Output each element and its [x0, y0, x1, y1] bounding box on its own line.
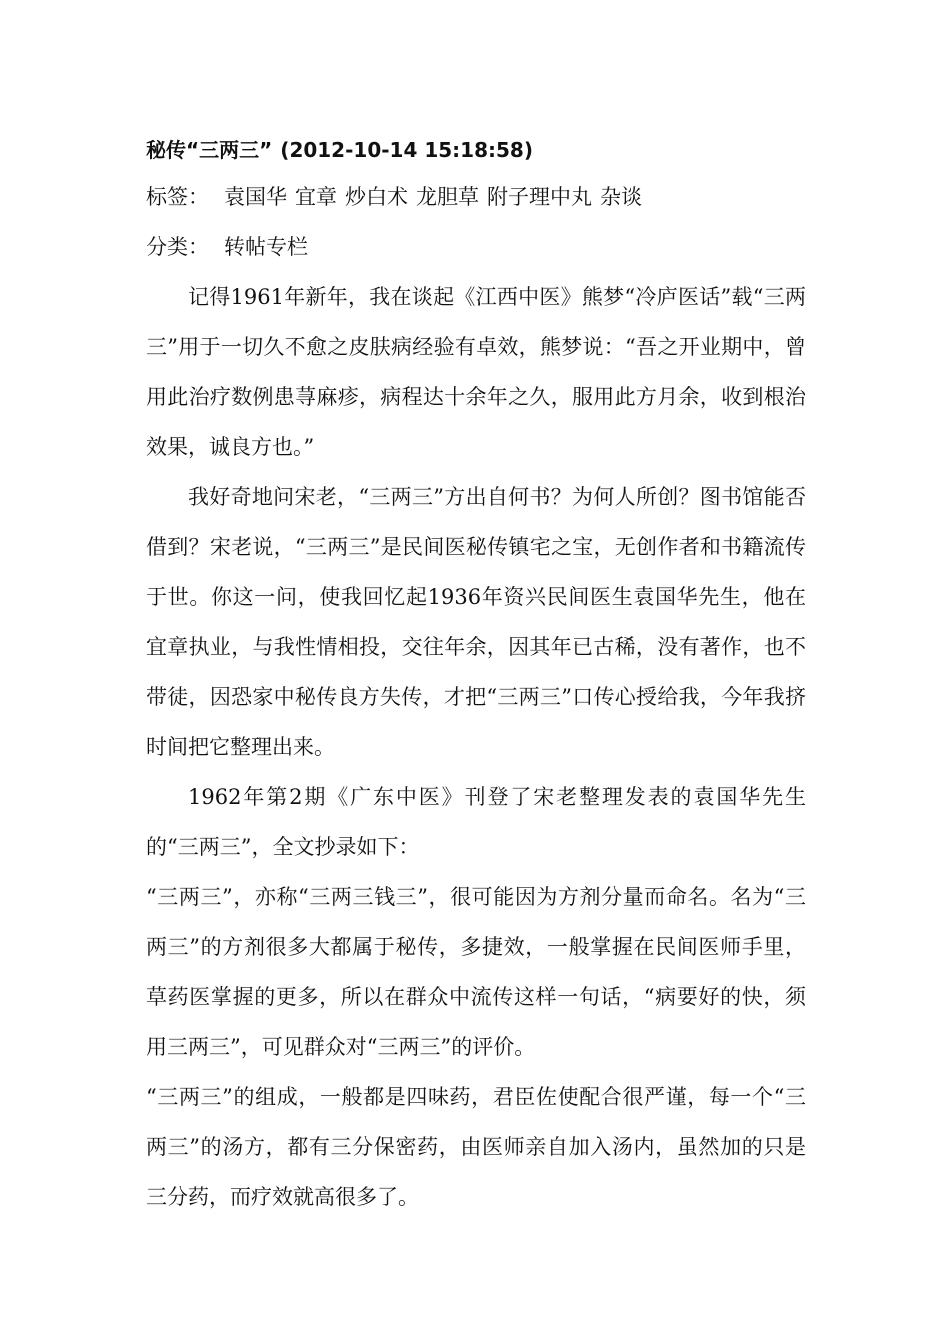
- tags-label: 标签：: [146, 185, 209, 209]
- category-row: [146, 222, 806, 272]
- tag-item: 袁国华: [224, 185, 287, 209]
- paragraph: “三两三”，亦称“三两三钱三”，很可能因为方剂分量而命名。名为“三两三”的方剂很多大都属于秘传，多捷效，一般掌握在民间医师手里，草药医掌握的更多，所以在群众中流传这样一句话，“病要好的快，须用三两三”，可见群众对“三两三”的评价。: [146, 885, 806, 1059]
- category-label: 分类：: [146, 235, 209, 259]
- paragraph: 1962年第2期《广东中医》刊登了宋老整理发表的袁国华先生的“三两三”，全文抄录如下：: [146, 785, 806, 859]
- tag-item: 龙胆草: [416, 185, 479, 209]
- paragraph: “三两三”的组成，一般都是四味药，君臣佐使配合很严谨，每一个“三两三”的汤方，都有三分保密药，由医师亲自加入汤内，虽然加的只是三分药，而疗效就高很多了。: [146, 1085, 806, 1209]
- category-value: 转帖专栏: [224, 235, 308, 259]
- tag-item: 炒白术: [345, 185, 408, 209]
- article-title: 秘传“三两三”: [146, 138, 273, 162]
- paragraph: 记得1961年新年，我在谈起《江西中医》熊梦“冷庐医话”载“三两三”用于一切久不愈之皮肤病经验有卓效，熊梦说：“吾之开业期中，曾用此治疗数例患荨麻疹，病程达十余年之久，服用此方月余，收到根治效果，诚良方也。”: [146, 285, 806, 459]
- article-heading: [146, 128, 806, 172]
- tag-item: 宜章: [295, 185, 337, 209]
- tags-row: [146, 172, 806, 222]
- tag-item: 附子理中丸: [487, 185, 592, 209]
- paragraph: 我好奇地问宋老，“三两三”方出自何书？为何人所创？图书馆能否借到？宋老说，“三两三”是民间医秘传镇宅之宝，无创作者和书籍流传于世。你这一问，使我回忆起1936年资兴民间医生袁国华先生，他在宜章执业，与我性情相投，交往年余，因其年已古稀，没有著作，也不带徒，因恐家中秘传良方失传，才把“三两三”口传心授给我，今年我挤时间把它整理出来。: [146, 485, 806, 759]
- tag-item: 杂谈: [600, 185, 642, 209]
- article-body: [146, 128, 806, 1222]
- article-date: (2012-10-14 15:18:58): [280, 138, 533, 162]
